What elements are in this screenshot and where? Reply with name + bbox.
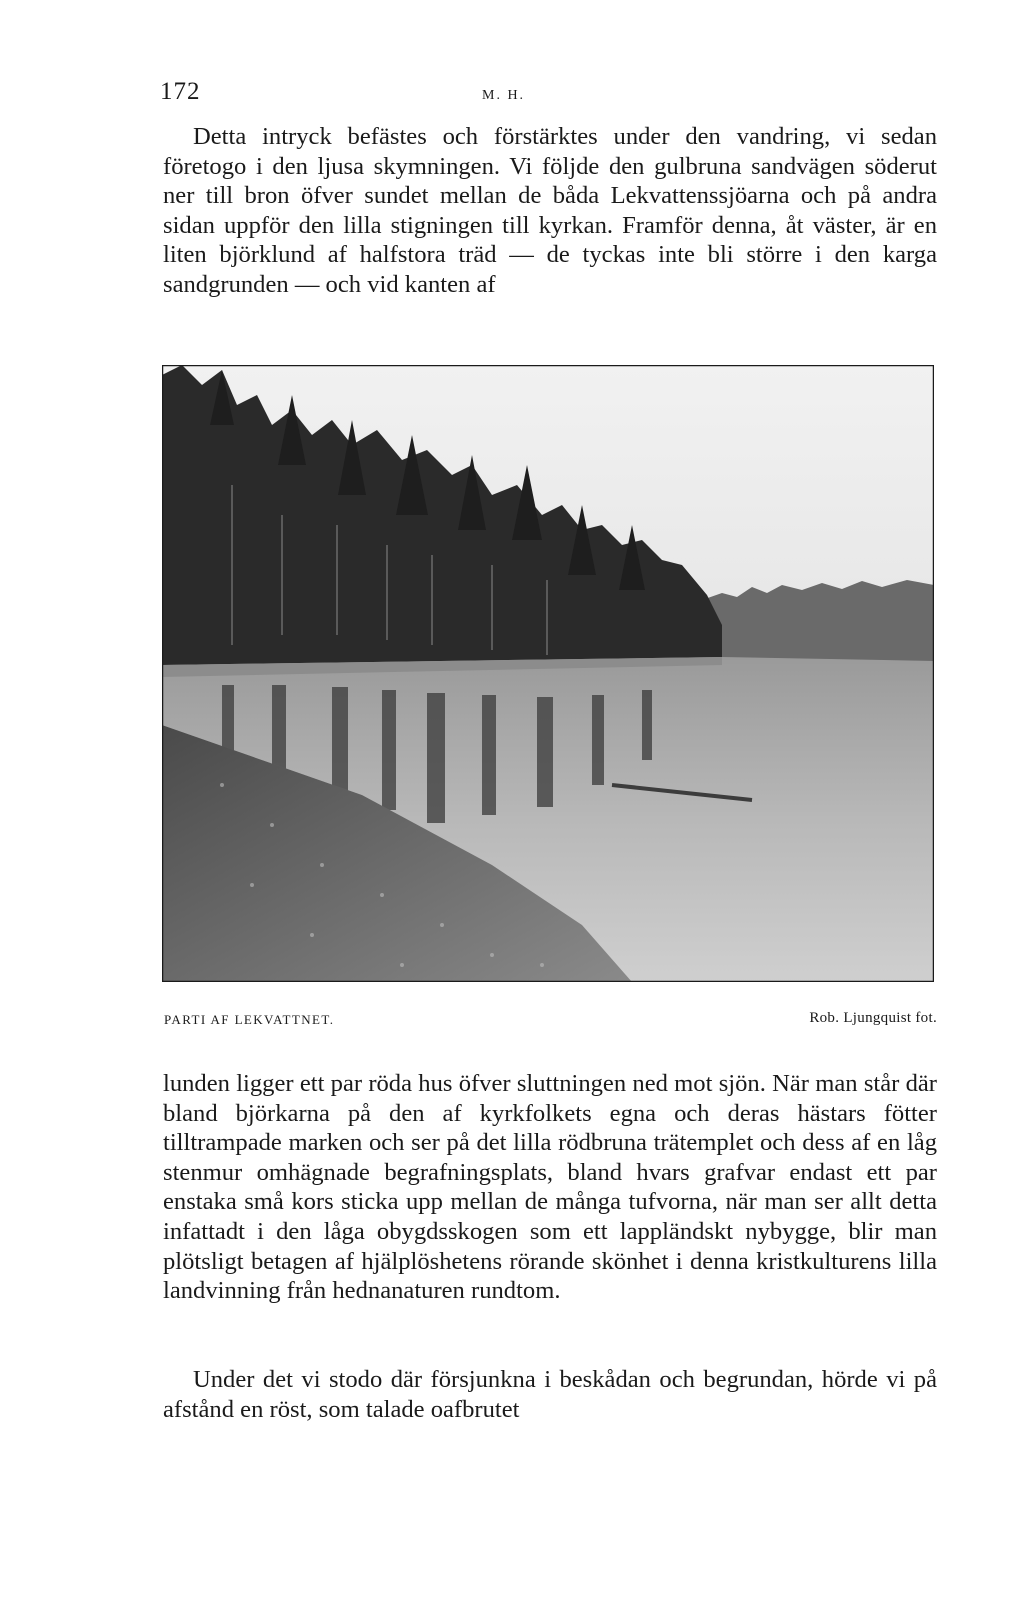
page-number: 172 — [160, 78, 201, 105]
figure-caption: PARTI AF LEKVATTNET. — [164, 1012, 335, 1027]
running-head: M. H. — [482, 88, 526, 103]
page-header — [160, 78, 940, 118]
photo-credit: Rob. Ljungquist fot. — [809, 1010, 937, 1026]
body-paragraph-2: lunden ligger ett par röda hus öfver sluttningen ned mot sjön. När man står där bland björkarna på den af kyrkfolkets egna och deras hästars fötter tilltrampade marken och ser på det lilla rödbruna trätemplet och dess af en låg stenmur omhägnade begrafningsplats, bland hvars grafvar endast ett par enstaka små kors sticka upp mellan de många tufvorna, när man ser allt detta infattadt i den låga obygdsskogen som ett lappländskt nybygge, blir man plötsligt betagen af hjälplöshetens rörande skönhet i denna kristkulturens lilla landvinning från hednanaturen rundtom. — [163, 1070, 937, 1305]
body-paragraph-1: Detta intryck befästes och förstärktes under den vandring, vi sedan företogo i den ljusa skymningen. Vi följde den gulbruna sandvägen söderut ner till bron öfver sundet mellan de båda Lekvattenssjöarna och på andra sidan uppför den lilla stigningen till kyrkan. Framför denna, åt väster, är en liten björklund af halfstora träd — de tyckas inte bli större i den karga sandgrunden — och vid kanten af — [163, 123, 937, 298]
lake-photograph — [162, 365, 934, 982]
body-paragraph-3: Under det vi stodo där försjunkna i beskådan och begrundan, hörde vi på afstånd en röst, som talade oafbrutet — [163, 1366, 937, 1423]
